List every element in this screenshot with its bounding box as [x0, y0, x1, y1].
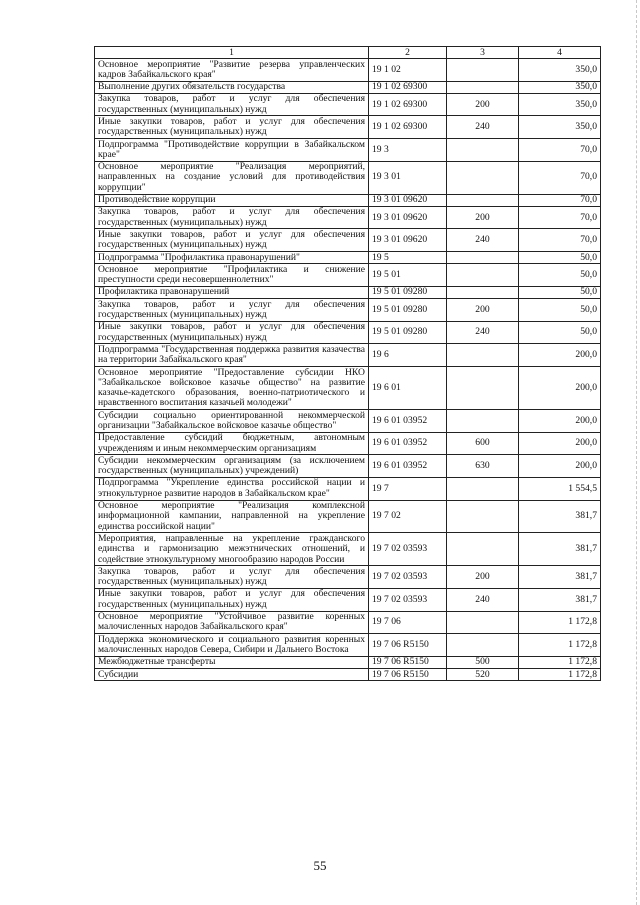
header-cell-amount: 4 — [519, 47, 601, 59]
row-name-cell: Иные закупки товаров, работ и услуг для обеспечения государственных (муниципальных) нужд — [95, 321, 369, 344]
row-vr-cell: 200 — [447, 93, 519, 116]
row-code-cell: 19 6 01 03952 — [369, 455, 447, 478]
table-row — [95, 206, 601, 229]
budget-table — [94, 46, 601, 681]
row-name-cell: Иные закупки товаров, работ и услуг для обеспечения государственных (муниципальных) нужд — [95, 588, 369, 611]
row-code-cell: 19 7 02 03593 — [369, 588, 447, 611]
row-amount-cell: 50,0 — [519, 299, 601, 322]
header-cell-name: 1 — [95, 47, 369, 59]
row-name-cell: Подпрограмма "Профилактика правонарушений" — [95, 252, 369, 264]
row-amount-cell: 1 554,5 — [519, 477, 601, 500]
row-name-cell: Мероприятия, направленные на укрепление гражданского единства и гармонизацию межэтнических отношений, и содействие этнокультурному многообразию народов России — [95, 533, 369, 566]
table-row — [95, 410, 601, 433]
row-amount-cell: 381,7 — [519, 566, 601, 589]
row-vr-cell — [447, 410, 519, 433]
row-amount-cell: 381,7 — [519, 533, 601, 566]
row-vr-cell — [447, 611, 519, 634]
row-code-cell: 19 5 — [369, 252, 447, 264]
row-name-cell: Основное мероприятие "Развитие резерва управленческих кадров Забайкальского края" — [95, 59, 369, 82]
table-row — [95, 432, 601, 455]
header-cell-code: 2 — [369, 47, 447, 59]
row-name-cell: Основное мероприятие "Профилактика и снижение преступности среди несовершеннолетних" — [95, 264, 369, 287]
row-name-cell: Закупка товаров, работ и услуг для обеспечения государственных (муниципальных) нужд — [95, 93, 369, 116]
table-row — [95, 229, 601, 252]
row-code-cell: 19 7 06 R5150 — [369, 656, 447, 668]
row-amount-cell: 200,0 — [519, 432, 601, 455]
table-row — [95, 669, 601, 681]
table-row — [95, 81, 601, 93]
table-row — [95, 533, 601, 566]
table-row — [95, 367, 601, 410]
page-edge — [636, 0, 637, 905]
row-code-cell: 19 7 06 — [369, 611, 447, 634]
row-code-cell: 19 1 02 69300 — [369, 93, 447, 116]
row-code-cell: 19 7 — [369, 477, 447, 500]
row-amount-cell: 1 172,8 — [519, 656, 601, 668]
row-amount-cell: 381,7 — [519, 588, 601, 611]
table-row — [95, 252, 601, 264]
row-code-cell: 19 6 01 03952 — [369, 432, 447, 455]
row-amount-cell: 1 172,8 — [519, 669, 601, 681]
table-row — [95, 286, 601, 298]
row-vr-cell — [447, 477, 519, 500]
row-amount-cell: 50,0 — [519, 321, 601, 344]
table-row — [95, 588, 601, 611]
row-code-cell: 19 6 01 03952 — [369, 410, 447, 433]
row-code-cell: 19 5 01 09280 — [369, 321, 447, 344]
row-code-cell: 19 1 02 — [369, 59, 447, 82]
row-amount-cell: 350,0 — [519, 59, 601, 82]
row-vr-cell — [447, 533, 519, 566]
row-amount-cell: 200,0 — [519, 410, 601, 433]
row-amount-cell: 200,0 — [519, 455, 601, 478]
row-name-cell: Иные закупки товаров, работ и услуг для обеспечения государственных (муниципальных) нужд — [95, 229, 369, 252]
row-vr-cell — [447, 286, 519, 298]
table-row — [95, 59, 601, 82]
row-code-cell: 19 7 06 R5150 — [369, 669, 447, 681]
row-vr-cell: 240 — [447, 321, 519, 344]
row-code-cell: 19 6 — [369, 344, 447, 367]
table-row — [95, 500, 601, 533]
row-amount-cell: 1 172,8 — [519, 634, 601, 657]
table-row — [95, 656, 601, 668]
table-row — [95, 566, 601, 589]
row-vr-cell: 600 — [447, 432, 519, 455]
row-vr-cell — [447, 500, 519, 533]
row-name-cell: Предоставление субсидий бюджетным, автономным учреждениям и иным некоммерческим организациям — [95, 432, 369, 455]
row-vr-cell — [447, 367, 519, 410]
table-row — [95, 299, 601, 322]
row-vr-cell — [447, 59, 519, 82]
row-code-cell: 19 7 06 R5150 — [369, 634, 447, 657]
row-code-cell: 19 3 01 09620 — [369, 206, 447, 229]
row-vr-cell: 240 — [447, 588, 519, 611]
row-vr-cell — [447, 344, 519, 367]
table-row — [95, 477, 601, 500]
table-row — [95, 455, 601, 478]
row-vr-cell — [447, 139, 519, 162]
row-vr-cell — [447, 634, 519, 657]
row-code-cell: 19 6 01 — [369, 367, 447, 410]
row-amount-cell: 50,0 — [519, 264, 601, 287]
row-vr-cell: 240 — [447, 116, 519, 139]
row-name-cell: Выполнение других обязательств государства — [95, 81, 369, 93]
row-amount-cell: 70,0 — [519, 139, 601, 162]
row-name-cell: Закупка товаров, работ и услуг для обеспечения государственных (муниципальных) нужд — [95, 206, 369, 229]
row-name-cell: Поддержка экономического и социального развития коренных малочисленных народов Севера, Сибири и Дальнего Востока — [95, 634, 369, 657]
row-name-cell: Противодействие коррупции — [95, 194, 369, 206]
row-vr-cell — [447, 194, 519, 206]
row-name-cell: Иные закупки товаров, работ и услуг для обеспечения государственных (муниципальных) нужд — [95, 116, 369, 139]
table-row — [95, 634, 601, 657]
row-code-cell: 19 7 02 — [369, 500, 447, 533]
row-code-cell: 19 5 01 09280 — [369, 286, 447, 298]
row-vr-cell: 630 — [447, 455, 519, 478]
row-amount-cell: 200,0 — [519, 367, 601, 410]
row-vr-cell: 520 — [447, 669, 519, 681]
row-vr-cell — [447, 81, 519, 93]
row-name-cell: Закупка товаров, работ и услуг для обеспечения государственных (муниципальных) нужд — [95, 299, 369, 322]
row-vr-cell: 200 — [447, 206, 519, 229]
row-name-cell: Субсидии — [95, 669, 369, 681]
row-name-cell: Субсидии некоммерческим организациям (за исключением государственных (муниципальных) учреждений) — [95, 455, 369, 478]
table-row — [95, 139, 601, 162]
header-cell-vr: 3 — [447, 47, 519, 59]
row-name-cell: Подпрограмма "Укрепление единства российской нации и этнокультурное развитие народов в Забайкальском крае" — [95, 477, 369, 500]
table-row — [95, 264, 601, 287]
row-amount-cell: 70,0 — [519, 194, 601, 206]
row-vr-cell: 200 — [447, 299, 519, 322]
row-code-cell: 19 1 02 69300 — [369, 116, 447, 139]
row-code-cell: 19 1 02 69300 — [369, 81, 447, 93]
table-row — [95, 161, 601, 194]
row-amount-cell: 50,0 — [519, 286, 601, 298]
row-code-cell: 19 5 01 09280 — [369, 299, 447, 322]
row-amount-cell: 350,0 — [519, 93, 601, 116]
table-row — [95, 93, 601, 116]
row-amount-cell: 1 172,8 — [519, 611, 601, 634]
row-vr-cell — [447, 252, 519, 264]
row-vr-cell — [447, 161, 519, 194]
row-amount-cell: 70,0 — [519, 206, 601, 229]
row-amount-cell: 70,0 — [519, 161, 601, 194]
table-row — [95, 344, 601, 367]
row-amount-cell: 381,7 — [519, 500, 601, 533]
row-vr-cell: 200 — [447, 566, 519, 589]
row-vr-cell: 500 — [447, 656, 519, 668]
table-row — [95, 194, 601, 206]
row-amount-cell: 70,0 — [519, 229, 601, 252]
row-code-cell: 19 3 01 09620 — [369, 194, 447, 206]
row-name-cell: Закупка товаров, работ и услуг для обеспечения государственных (муниципальных) нужд — [95, 566, 369, 589]
row-amount-cell: 50,0 — [519, 252, 601, 264]
row-code-cell: 19 7 02 03593 — [369, 566, 447, 589]
row-name-cell: Подпрограмма "Противодействие коррупции в Забайкальском крае" — [95, 139, 369, 162]
row-name-cell: Основное мероприятие "Реализация мероприятий, направленных на создание условий для противодействия коррупции" — [95, 161, 369, 194]
row-amount-cell: 350,0 — [519, 81, 601, 93]
page-number: 55 — [313, 858, 327, 873]
row-code-cell: 19 5 01 — [369, 264, 447, 287]
row-name-cell: Субсидии социально ориентированной некоммерческой организации "Забайкальское войсковое казачье общество" — [95, 410, 369, 433]
row-name-cell: Профилактика правонарушений — [95, 286, 369, 298]
row-amount-cell: 350,0 — [519, 116, 601, 139]
table-row — [95, 611, 601, 634]
row-name-cell: Межбюджетные трансферты — [95, 656, 369, 668]
row-vr-cell: 240 — [447, 229, 519, 252]
row-code-cell: 19 3 01 — [369, 161, 447, 194]
header-row — [95, 47, 601, 59]
row-code-cell: 19 3 01 09620 — [369, 229, 447, 252]
row-code-cell: 19 3 — [369, 139, 447, 162]
row-name-cell: Подпрограмма "Государственная поддержка развития казачества на территории Забайкальского края" — [95, 344, 369, 367]
row-vr-cell — [447, 264, 519, 287]
row-name-cell: Основное мероприятие "Устойчивое развитие коренных малочисленных народов Забайкальского края" — [95, 611, 369, 634]
row-amount-cell: 200,0 — [519, 344, 601, 367]
table-row — [95, 116, 601, 139]
row-code-cell: 19 7 02 03593 — [369, 533, 447, 566]
row-name-cell: Основное мероприятие "Предоставление субсидии НКО "Забайкальское войсковое казачье общество" на развитие казачье-кадетского образования, военно-патриотического и нравственного воспитания казачьей молодежи" — [95, 367, 369, 410]
table-row — [95, 321, 601, 344]
row-name-cell: Основное мероприятие "Реализация комплексной информационной кампании, направленной на укрепление единства российской нации" — [95, 500, 369, 533]
